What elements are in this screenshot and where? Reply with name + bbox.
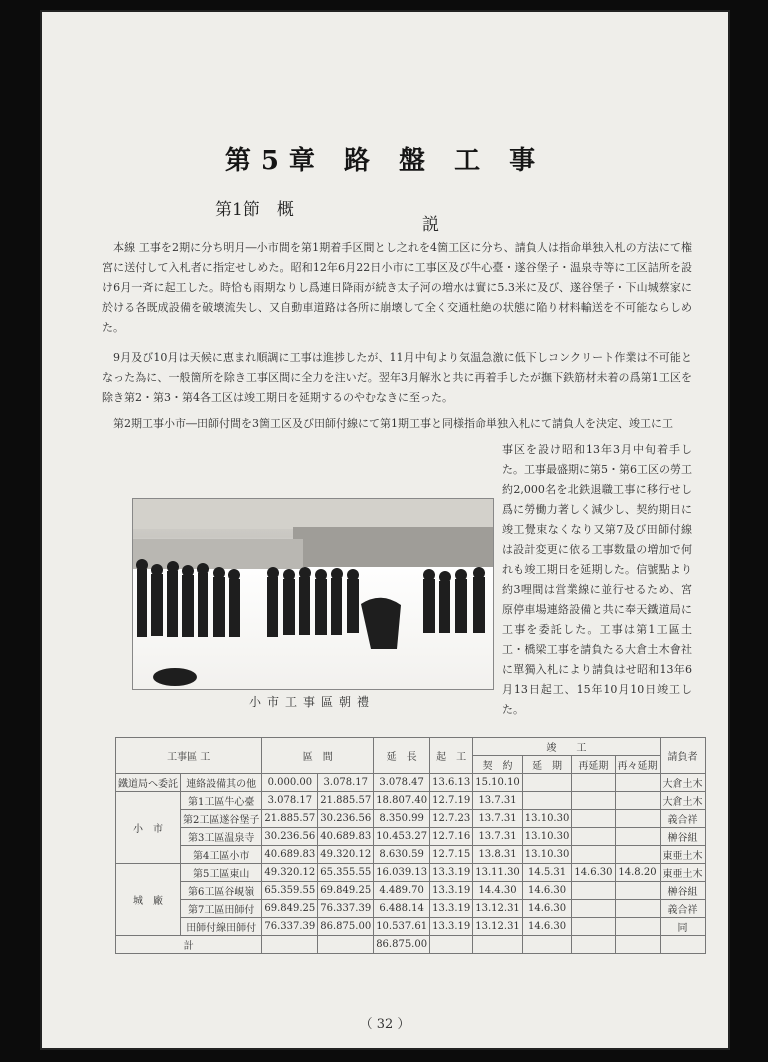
row-saienki [572,828,615,846]
row-to: 65.355.55 [318,864,374,882]
table-row [116,900,706,918]
section-title-end: 説 [422,215,439,235]
row-kiko: 13.6.13 [430,774,473,792]
row-contractor: 大倉土木 [660,774,705,792]
row-saienki [572,810,615,828]
table-row [116,792,706,810]
row-keiyaku: 13.7.31 [473,792,523,810]
row-from: 65.359.55 [262,882,318,900]
row-enki [522,792,572,810]
row-length: 10.453.27 [374,828,430,846]
row-saienki [572,918,615,936]
page-number: （ 32 ） [359,1017,411,1032]
row-name: 第6工區谷峴嶺 [181,882,262,900]
row-saienki: 14.6.30 [572,864,615,882]
row-kiko: 13.3.19 [430,918,473,936]
section-title: 第1節 概 [215,200,294,220]
group-label: 城 廠 [116,864,181,936]
empty-cell [318,936,374,954]
table-row [116,774,706,792]
chapter-title: 第5章 路 盤 工 事 [224,146,546,176]
row-kiko: 13.3.19 [430,864,473,882]
total-row [116,936,706,954]
row-contractor: 同 [660,918,705,936]
header-keiyaku: 契 約 [473,756,523,774]
row-contractor: 大倉土木 [660,792,705,810]
row-kiko: 13.3.19 [430,882,473,900]
row-name: 第3工區温泉寺 [181,828,262,846]
empty-cell [473,936,523,954]
row-keiyaku: 13.12.31 [473,918,523,936]
row-saienki [572,846,615,864]
row-from: 76.337.39 [262,918,318,936]
row-keiyaku: 13.12.31 [473,900,523,918]
row-from: 69.849.25 [262,900,318,918]
row-name: 第7工區田師付 [181,900,262,918]
row-from: 0.000.00 [262,774,318,792]
table-row [116,846,706,864]
row-from: 21.885.57 [262,810,318,828]
row-sai2 [615,900,660,918]
row-length: 18.807.40 [374,792,430,810]
row-contractor: 榊谷組 [660,828,705,846]
row-saienki [572,900,615,918]
group-label: 鐵道局へ委託 [116,774,181,792]
row-contractor: 義合祥 [660,900,705,918]
row-saienki [572,882,615,900]
row-enki: 14.6.30 [522,918,572,936]
table-row [116,918,706,936]
row-length: 6.488.14 [374,900,430,918]
schedule-table [115,737,706,954]
row-name: 田師付線田師付 [181,918,262,936]
row-to: 86.875.00 [318,918,374,936]
row-keiyaku: 14.4.30 [473,882,523,900]
row-keiyaku: 13.7.31 [473,828,523,846]
row-kiko: 12.7.15 [430,846,473,864]
row-from: 40.689.83 [262,846,318,864]
row-name: 第2工區遂谷堡子 [181,810,262,828]
row-enki: 13.10.30 [522,810,572,828]
row-to: 69.849.25 [318,882,374,900]
assembly-photo [132,498,494,690]
header-enki: 延 期 [522,756,572,774]
header-saienki: 再延期 [572,756,615,774]
row-to: 40.689.83 [318,828,374,846]
row-from: 49.320.12 [262,864,318,882]
header-sai2: 再々延期 [615,756,660,774]
header-ukeoi: 請負者 [660,738,705,774]
empty-cell [522,936,572,954]
row-sai2 [615,774,660,792]
table-row [116,864,706,882]
row-kiko: 12.7.23 [430,810,473,828]
row-kiko: 13.3.19 [430,900,473,918]
row-enki: 14.6.30 [522,882,572,900]
header-kukan: 區 間 [262,738,374,774]
paragraph-1: 本線 工事を2期に分ち明月―小市間を第1期着手区間とし之れを4箇工区に分ち、請負人は指命単独入札の方法にて権宮に送付して入札者に指定せしめた。昭和12年6月22日小市に工事区及び牛心臺・遂谷堡子・温泉寺等に工区詰所を設け6月一斉に起工した。時恰も雨期なりし爲連日降雨が続き太子河の増水は實に5.3米に及び、遂谷堡子・下山城蔡家に於ける各既成設備を破壊流失し、又自動車道路は各所に崩壊して全く交通杜絶の状態に陥り材料輸送を不可能ならしめた。 [102,241,692,334]
row-kiko: 12.7.19 [430,792,473,810]
empty-cell [660,936,705,954]
total-value: 86.875.00 [374,936,430,954]
row-enki: 14.5.31 [522,864,572,882]
group-label: 小 市 [116,792,181,864]
header-kubun: 工事區 工 [116,738,262,774]
row-sai2 [615,828,660,846]
row-sai2 [615,792,660,810]
row-saienki [572,792,615,810]
row-sai2: 14.8.20 [615,864,660,882]
row-to: 76.337.39 [318,900,374,918]
row-name: 連絡設備其の他 [181,774,262,792]
header-kiko: 起 工 [430,738,473,774]
row-to: 21.885.57 [318,792,374,810]
table-row [116,882,706,900]
row-name: 第5工區東山 [181,864,262,882]
row-contractor: 義合祥 [660,810,705,828]
row-contractor: 榊谷組 [660,882,705,900]
paragraph-side: 事区を設け昭和13年3月中旬着手した。工事最盛期に第5・第6工区の勞工約2,000名を北鉄退職工事に移行せし爲に勞働力著しく減少し、契約期日に竣工覺束なくなり又第7及び田師付線は設計変更に依る工事数量の増加で何れも竣工期日を延期した。信號點より約3哩間は営業線に並行せるため、宮原停車場連絡設備と共に奉天鐵道局に工事を委託した。工事は第1工區土工・橋梁工事を請負たる大倉土木會社に單獨入札により請負はせ昭和13年6月13日起工、15年10月10日竣工した。 [502,443,692,716]
row-sai2 [615,810,660,828]
paragraph-2: 9月及び10月は天候に恵まれ順調に工事は進捗したが、11月中旬より気温急激に低下しコンクリート作業は不可能となった為に、一般箇所を除き工事区間に全力を注いだ。翌年3月解氷と共に再着手したが撫下鉄筋材未着の爲第1工区を除き第2・第3・第4各工区は竣工期日を延期するのやむなきに至った。 [102,351,692,404]
row-length: 8.350.99 [374,810,430,828]
empty-cell [572,936,615,954]
row-sai2 [615,846,660,864]
photo-caption: 小市工事區朝禮 [248,695,375,709]
row-length: 16.039.13 [374,864,430,882]
table-row [116,828,706,846]
empty-cell [262,936,318,954]
header-kilo: 延 長 [374,738,430,774]
row-to: 49.320.12 [318,846,374,864]
row-contractor: 東亜土木 [660,846,705,864]
row-enki: 14.6.30 [522,900,572,918]
empty-cell [615,936,660,954]
row-to: 3.078.17 [318,774,374,792]
row-from: 30.236.56 [262,828,318,846]
row-sai2 [615,882,660,900]
row-length: 8.630.59 [374,846,430,864]
row-length: 4.489.70 [374,882,430,900]
row-name: 第1工區牛心臺 [181,792,262,810]
row-from: 3.078.17 [262,792,318,810]
paragraph-3: 第2期工事小市―田師付間を3箇工区及び田師付線にて第1期工事と同様指命単独入札にて請負人を決定、竣工に工 [113,417,673,430]
row-keiyaku: 13.8.31 [473,846,523,864]
row-keiyaku: 13.11.30 [473,864,523,882]
row-saienki [572,774,615,792]
row-keiyaku: 15.10.10 [473,774,523,792]
row-contractor: 東亜土木 [660,864,705,882]
row-enki [522,774,572,792]
row-name: 第4工區小市 [181,846,262,864]
table-row [116,810,706,828]
row-enki: 13.10.30 [522,846,572,864]
row-kiko: 12.7.16 [430,828,473,846]
document-page [40,10,730,1050]
total-label: 計 [116,936,262,954]
header-shunko: 竣 工 [473,738,660,756]
row-to: 30.236.56 [318,810,374,828]
row-keiyaku: 13.7.31 [473,810,523,828]
empty-cell [430,936,473,954]
row-sai2 [615,918,660,936]
row-length: 3.078.47 [374,774,430,792]
row-length: 10.537.61 [374,918,430,936]
row-enki: 13.10.30 [522,828,572,846]
